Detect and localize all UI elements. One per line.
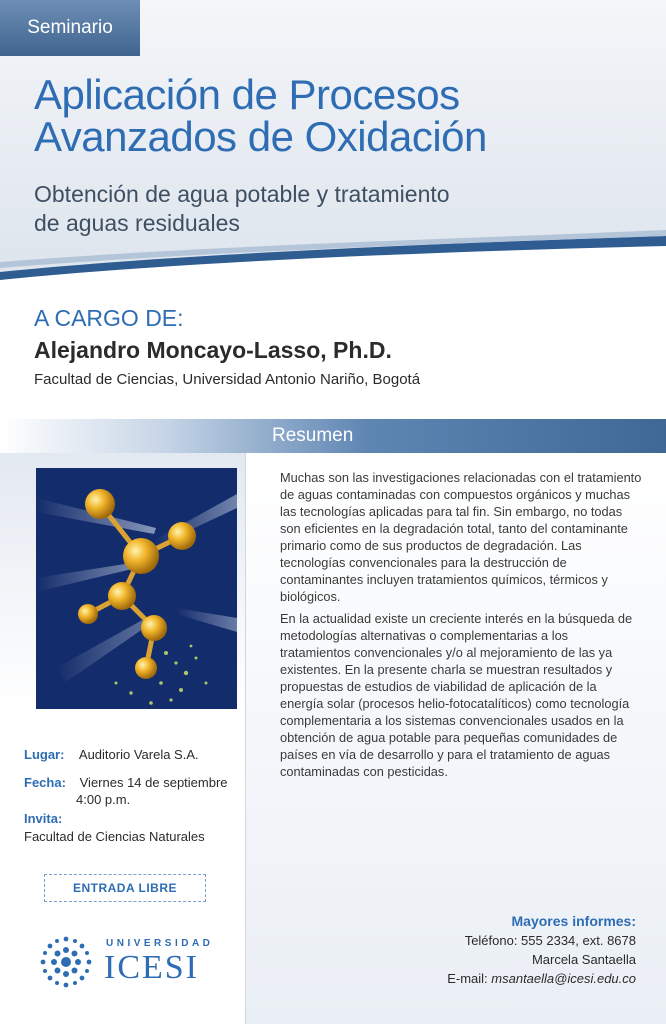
lugar-label: Lugar:: [24, 747, 65, 762]
invita-label: Invita:: [24, 811, 63, 826]
entrada-libre-badge: ENTRADA LIBRE: [44, 874, 206, 902]
contact-email-label: E-mail:: [447, 971, 488, 986]
resumen-label: Resumen: [272, 425, 354, 446]
abstract-text: [280, 469, 642, 785]
header-banner: [0, 0, 666, 290]
page-title: [34, 71, 654, 160]
subtitle-line-1: Obtención de agua potable y tratamiento: [34, 181, 450, 207]
resumen-bar: [0, 419, 666, 453]
invita-value: Facultad de Ciencias Naturales: [24, 829, 205, 844]
seminar-badge: Seminario: [0, 0, 140, 56]
speaker-affiliation: Facultad de Ciencias, Universidad Antonio Nariño, Bogotá: [34, 371, 421, 388]
icesi-logo: [38, 930, 228, 995]
contact-title: Mayores informes:: [511, 913, 636, 929]
contact-email-link[interactable]: msantaella@icesi.edu.co: [491, 971, 636, 986]
contact-email-row: [447, 971, 636, 986]
molecule-graphic: [36, 468, 237, 709]
logo-icesi-text: ICESI: [104, 949, 199, 986]
lugar-value: Auditorio Varela S.A.: [78, 747, 199, 762]
hora-value: 4:00 p.m.: [76, 792, 131, 807]
speaker-heading: A CARGO DE:: [34, 305, 184, 331]
subtitle-line-2: de aguas residuales: [34, 210, 240, 236]
contact-phone: Teléfono: 555 2334, ext. 8678: [464, 933, 636, 948]
speaker-name: Alejandro Moncayo-Lasso, Ph.D.: [34, 337, 392, 363]
title-line-1: Aplicación de Procesos: [34, 71, 460, 118]
molecule-illustration: [36, 468, 237, 709]
fecha-row: [24, 774, 228, 791]
fecha-value: Viernes 14 de septiembre: [79, 775, 228, 790]
icesi-emblem-icon: [38, 934, 94, 990]
contact-person: Marcela Santaella: [531, 952, 636, 967]
logo-universidad-text: UNIVERSIDAD: [106, 938, 214, 949]
page-subtitle: [34, 180, 654, 238]
fecha-label: Fecha:: [24, 775, 66, 790]
abstract-paragraph-2: En la actualidad existe un creciente interés en la búsqueda de metodologías alternativas o complementarias a los tratamientos convencionales y/o al mejoramiento de las ya existentes. En la presente charla se muestran resultados y propuestas de estudios de viabilidad de aplicación de la energía solar (procesos helio-fotocatalíticos) como tecnología complementaria a los sistemas convencionales usados en la obtención de agua potable para pequeñas comunidades de países en vía de desarrollo y para el tratamiento de aguas contaminadas con pesticidas.: [280, 611, 633, 779]
lugar-row: [24, 746, 199, 763]
invita-label-row: [24, 810, 76, 827]
abstract-paragraph-1: Muchas son las investigaciones relacionadas con el tratamiento de aguas contaminadas con compuestos orgánicos y muchas las tecnologías aplicadas para tal fin. Sin embargo, no todas son eficientes en la degradación total, tanto del contaminante primario como de sus productos de degradación. Las tecnologías convencionales para la destrucción de contaminantes incluyen tratamientos químicos, térmicos y biológicos.: [280, 470, 642, 604]
title-line-2: Avanzados de Oxidación: [34, 113, 487, 160]
